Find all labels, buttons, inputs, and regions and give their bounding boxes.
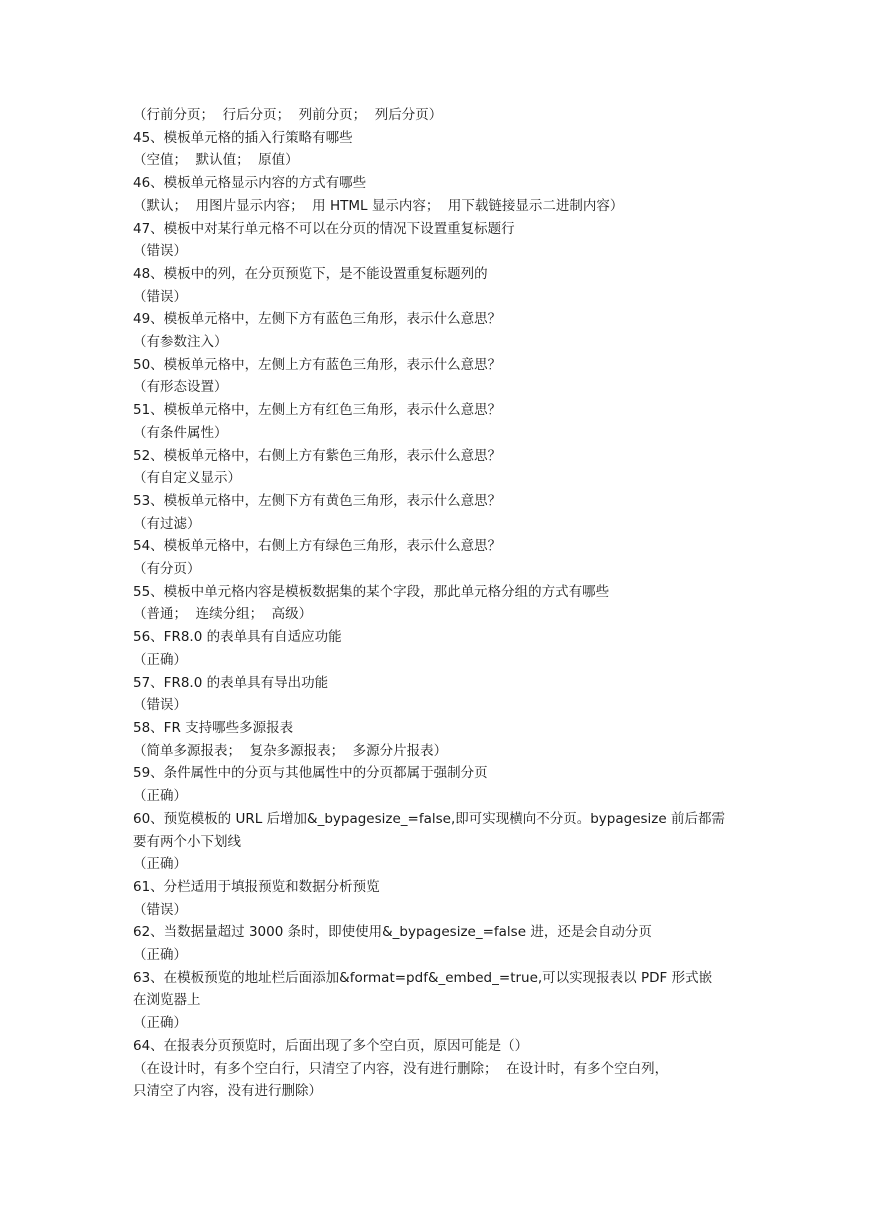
answer-line: （行前分页； 行后分页； 列前分页； 列后分页） [133, 107, 443, 123]
question-line-continued: 在浏览器上 [133, 992, 201, 1009]
question-line: 53、模板单元格中，左侧下方有黄色三角形，表示什么意思？ [133, 492, 502, 509]
answer-line: （有形态设置） [133, 379, 228, 396]
question-line: 59、条件属性中的分页与其他属性中的分页都属于强制分页 [133, 765, 488, 782]
answer-line: （有参数注入） [133, 334, 228, 351]
answer-line: （普通； 连续分组； 高级） [133, 606, 313, 623]
question-line: 51、模板单元格中，左侧上方有红色三角形，表示什么意思？ [133, 402, 502, 419]
answer-line: （错误） [133, 243, 187, 260]
document-body [133, 104, 743, 1103]
answer-line-continued: 只清空了内容，没有进行删除） [133, 1083, 322, 1100]
answer-line: （有过滤） [133, 515, 201, 532]
answer-line: （错误） [133, 288, 187, 305]
question-line: 58、FR 支持哪些多源报表 [133, 719, 294, 736]
answer-line: （错误） [133, 697, 187, 714]
question-line: 60、预览模板的 URL 后增加&_bypagesize_=false,即可实现横向不分页。bypagesize 前后都需 [133, 810, 725, 827]
question-line: 57、FR8.0 的表单具有导出功能 [133, 674, 329, 691]
question-line: 56、FR8.0 的表单具有自适应功能 [133, 629, 342, 646]
answer-line: （有条件属性） [133, 424, 228, 441]
question-line: 47、模板中对某行单元格不可以在分页的情况下设置重复标题行 [133, 220, 515, 237]
answer-line: （正确） [133, 651, 187, 668]
question-line: 50、模板单元格中，左侧上方有蓝色三角形，表示什么意思？ [133, 356, 502, 373]
answer-line: （正确） [133, 856, 187, 873]
question-line: 62、当数据量超过 3000 条时，即使使用&_bypagesize_=false 进，还是会自动分页 [133, 924, 652, 941]
question-line-continued: 要有两个小下划线 [133, 833, 241, 850]
question-line: 63、在模板预览的地址栏后面添加&format=pdf&_embed_=true,可以实现报表以 PDF 形式嵌 [133, 969, 713, 986]
answer-line: （在设计时，有多个空白行，只清空了内容，没有进行删除； 在设计时，有多个空白列， [133, 1060, 669, 1077]
question-line: 48、模板中的列，在分页预览下，是不能设置重复标题列的 [133, 265, 488, 282]
answer-line: （默认； 用图片显示内容； 用 HTML 显示内容； 用下载链接显示二进制内容） [133, 197, 624, 214]
question-line: 55、模板中单元格内容是模板数据集的某个字段，那此单元格分组的方式有哪些 [133, 583, 610, 600]
answer-line: （正确） [133, 947, 187, 964]
question-line: 54、模板单元格中，右侧上方有绿色三角形，表示什么意思？ [133, 538, 502, 555]
answer-line: （简单多源报表； 复杂多源报表； 多源分片报表） [133, 742, 448, 759]
question-line: 64、在报表分页预览时，后面出现了多个空白页，原因可能是（） [133, 1037, 529, 1054]
answer-line: （有分页） [133, 561, 201, 578]
answer-line: （有自定义显示） [133, 470, 241, 487]
question-line: 46、模板单元格显示内容的方式有哪些 [133, 175, 367, 192]
question-line: 52、模板单元格中，右侧上方有紫色三角形，表示什么意思？ [133, 447, 502, 464]
question-line: 45、模板单元格的插入行策略有哪些 [133, 129, 353, 146]
answer-line: （正确） [133, 788, 187, 805]
question-line: 49、模板单元格中，左侧下方有蓝色三角形，表示什么意思？ [133, 311, 502, 328]
answer-line: （错误） [133, 901, 187, 918]
answer-line: （正确） [133, 1015, 187, 1032]
answer-line: （空值； 默认值； 原值） [133, 152, 299, 169]
question-line: 61、分栏适用于填报预览和数据分析预览 [133, 878, 380, 895]
